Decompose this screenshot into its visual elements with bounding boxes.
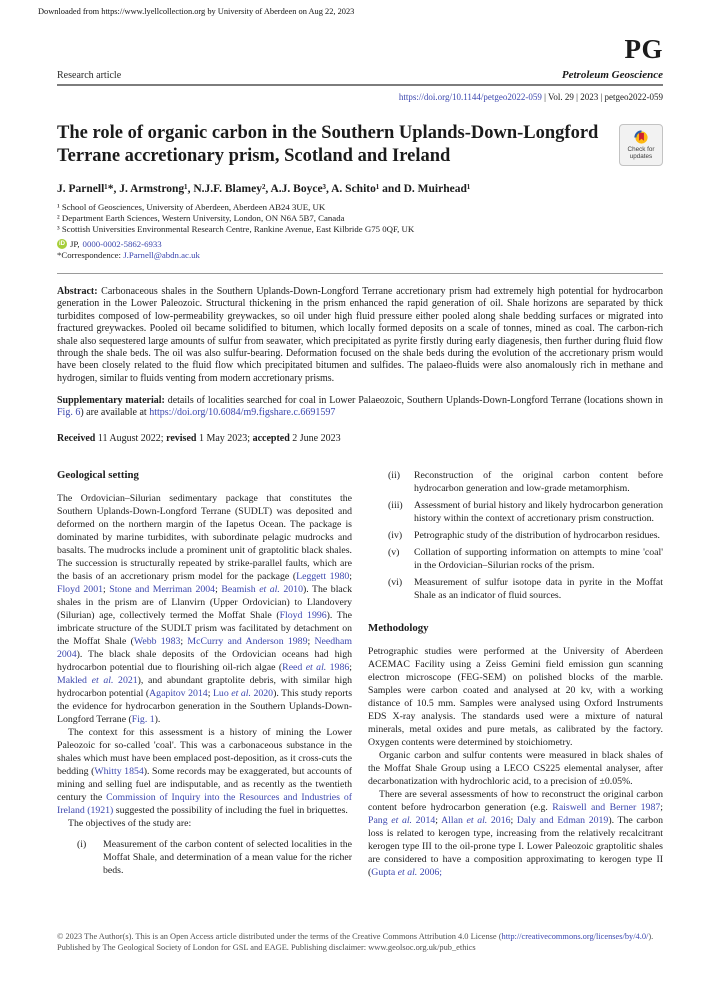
inline-link[interactable]: Luo — [212, 687, 232, 699]
text-run: revised — [166, 432, 199, 444]
inline-link[interactable]: Allan — [441, 814, 467, 826]
objective-item-v — [368, 546, 663, 572]
text-run: ). Some records may be exaggerated, but accounts of mining and selling fuel are indisputable, and as recently as the twentieth century the — [57, 765, 352, 803]
objective-marker: (iii) — [388, 499, 403, 511]
inline-link[interactable]: et al. — [231, 687, 251, 699]
abstract-paragraph — [57, 286, 663, 385]
section-heading-methodology: Methodology — [368, 621, 429, 634]
text-run: ). The carbon loss is related to kerogen type, increasing from the relatively recalcitrant kerogen type III to the oil-prone type I. Lower Paleozoic graptolitic shales are considered to have a composition approximating to kerogen type II ( — [368, 814, 664, 878]
inline-link[interactable]: et al. — [397, 866, 418, 878]
methodology-paragraph-1: Petrographic studies were performed at the University of Aberdeen ACEMAC Facility using a Zeiss Gemini field emission gun scanning electron microscope (FEG-SEM) on polished blocks of the marble. Samples were carbon coated and analysed at 20 kv, with a working distance of 10.5 mm. Samples were analysed using Oxford Instruments EDS X-ray analysis. The standards used were a mixture of natural minerals, metal oxides and pure metals, as calibrated by the factory. Oxygen contents were determined by stoichiometry. — [368, 645, 663, 748]
inline-link[interactable]: 1986 — [326, 661, 350, 673]
inline-link[interactable]: 2014 — [412, 814, 436, 826]
crossmark-icon — [634, 130, 649, 145]
objective-item-iii — [368, 499, 663, 525]
objective-item-ii — [368, 469, 663, 495]
affiliation-3: ³ Scottish Universities Environmental Research Centre, Rankine Avenue, East Kilbride G75 0QF, UK — [57, 224, 415, 235]
geology-paragraph-1 — [57, 492, 352, 726]
inline-link[interactable]: Gupta — [371, 866, 398, 878]
objective-item-vi — [368, 576, 663, 602]
journal-header-row — [57, 69, 663, 86]
inline-link[interactable]: http://creativecommons.org/licenses/by/4.0/ — [501, 932, 649, 941]
correspondence-label: *Correspondence: — [57, 250, 124, 261]
journal-logo: PG — [624, 34, 663, 64]
text-run: ). Published by The Geological Society of London for GSL and EAGE. Publishing disclaimer: www.geolsoc.org.uk/pub_ethics — [57, 932, 654, 952]
objective-marker: (i) — [77, 838, 87, 850]
inline-link[interactable]: 2021 — [113, 674, 138, 686]
text-run: 11 August 2022; — [97, 432, 167, 444]
orcid-author-initials: JP, — [70, 239, 80, 250]
objective-text: Petrographic study of the distribution of hydrocarbon residues. — [414, 529, 660, 541]
title-row — [57, 122, 663, 167]
methodology-paragraph-2: Organic carbon and sulfur contents were measured in black shales of the Moffat Shale Group using a LECO CS225 elemental analyser, after decarbonatization with hydrochloric acid, to a precision of ±0.05%. — [368, 749, 663, 787]
inline-link[interactable]: Beamish — [221, 583, 260, 595]
abstract-text: Carbonaceous shales in the Southern Uplands-Down-Longford Terrane accretionary prism had extremely high potential for hydrocarbon generation in the Lower Paleozoic. Structural thickening in the prism enhanced the rapid generation of oil. Shale horizons are separated by thick turbidites composed of low-permeability greywackes, so oil under high fluid pressure either pooled along shale bedding surfaces or migrated into fractured greywackes. Pooled oil became solidified to bitumen, which locally formed deposits on a scale of tonnes, mined as coal. The carbon-rich shale also sequestered large amounts of sulfur from seawater, which precipitated as pyrite firstly during early diagenesis, then further during fluid flow through the shale beds. The oil was also sulfur-bearing. Deformation focused on the shale beds during the evolution of the accretionary prism would have been closely related to the fluid flow which precipitated bitumen and sulfides. The palaeo-fluids were also anomalously rich in methane and hydrogen, similar to fluids venting from modern accretionary prisms. — [57, 286, 664, 384]
authors-line: J. Parnell¹*, J. Armstrong¹, N.J.F. Blamey², A.J. Boyce³, A. Schito¹ and D. Muirhead¹ — [57, 183, 471, 196]
text-run: Supplementary material: — [57, 394, 168, 406]
text-run: ; — [215, 583, 222, 595]
inline-link[interactable]: et al. — [466, 814, 488, 826]
text-run: The context for this assessment is a history of mining the Lower Paleozoic for so-called 'coal'. This was a carbonaceous substance in the shales which must have been emplaced post-deposition, as it cross-cuts the bedding ( — [57, 726, 352, 777]
left-column — [57, 469, 352, 879]
article-title: The role of organic carbon in the Southern Uplands-Down-Longford Terrane accretionary prism, Scotland and Ireland — [57, 123, 599, 166]
inline-link[interactable]: Stone and Merriman 2004 — [109, 583, 216, 595]
objective-text: Measurement of sulfur isotope data in pyrite in the Moffat Shale as an indicator of fluid sources. — [414, 576, 663, 601]
text-run: ; — [207, 687, 213, 699]
check-for-updates-label — [628, 146, 655, 160]
text-run: ; — [349, 661, 352, 673]
inline-link[interactable]: et al. — [259, 583, 280, 595]
text-run: 1 May 2023; — [198, 432, 253, 444]
abstract-label: Abstract: — [57, 286, 98, 298]
inline-link[interactable]: Leggett 1980 — [296, 570, 350, 582]
text-run: ; — [103, 583, 110, 595]
inline-link[interactable]: Fig. 1 — [131, 713, 155, 725]
text-run: details of localities searched for coal in Lower Palaeozoic, Southern Uplands-Down-Longford Terrane (locations shown in — [167, 394, 663, 406]
divider-rule — [57, 273, 663, 274]
inline-link[interactable]: Agapitov 2014 — [149, 687, 208, 699]
download-notice: Downloaded from https://www.lyellcollection.org by University of Aberdeen on Aug 22, 2023 — [38, 7, 355, 16]
inline-link[interactable]: et al. — [91, 674, 114, 686]
text-run: ), and abundant graptolite debris, with similar high hydrocarbon potential ( — [57, 674, 353, 699]
text-run: ; — [349, 570, 352, 582]
badge-label-line1: Check for — [627, 145, 655, 153]
text-run: There are several assessments of how to reconstruct the original carbon content before hydrocarbon generation (e.g. — [368, 788, 663, 813]
objective-text: Reconstruction of the original carbon content before hydrocarbon generation and low-grade metamorphism. — [414, 469, 663, 494]
inline-link[interactable]: Whitty 1854 — [94, 765, 144, 777]
inline-link[interactable]: 2006; — [417, 866, 443, 878]
orcid-icon: iD — [59, 241, 65, 248]
inline-link[interactable]: 2010 — [279, 583, 303, 595]
text-run: The Ordovician–Silurian sedimentary package that constitutes the Southern Uplands-Down-Longford Terrane (SUDLT) was deposited and deformed on the northern margin of the Iapetus Ocean. The package is dominated by marine turbidites, with subordinate pelagic mudrocks and basalts. The mudrocks include a prominent unit of graptolitic black shales. The succession is structurally repeated by strike-parallel faults, which are the basis of an accretionary prism model for the package ( — [57, 492, 352, 582]
correspondence-email-link[interactable]: J.Parnell@abdn.ac.uk — [123, 250, 200, 261]
inline-link[interactable]: Needham 2004 — [57, 635, 353, 660]
geology-paragraph-2 — [57, 726, 352, 817]
text-run: suggested the possibility of including the fuel in briquettes. — [113, 804, 348, 816]
inline-link[interactable]: Webb 1983 — [133, 635, 181, 647]
inline-link[interactable]: 2016 — [487, 814, 511, 826]
objective-item-iv — [368, 529, 663, 542]
inline-link[interactable]: Daly and Edman 2019 — [516, 814, 609, 826]
inline-link[interactable]: et al. — [391, 814, 413, 826]
affiliation-1: ¹ School of Geosciences, University of Aberdeen, Aberdeen AB24 3UE, UK — [57, 202, 326, 213]
inline-link[interactable]: https://doi.org/10.1144/petgeo2022-059 — [398, 92, 542, 102]
check-for-updates-badge[interactable] — [619, 124, 663, 166]
text-run: ). The imbricate structure of the SUDLT prism was facilitated by detachment on the Moffat Shale ( — [57, 609, 352, 647]
affiliation-2: ² Department Earth Sciences, Western University, London, ON N6A 5B7, Canada — [57, 213, 345, 224]
text-run: ). The black shales in the prism are of Llanvirn (Upper Ordovician) to Llandovery (Silurian) age, collectively termed the Moffat Shale ( — [57, 583, 353, 621]
text-run: ). This study reports the evidence for hydrocarbon generation in the Southern Uplands-Down-Longford Terrane ( — [57, 687, 353, 725]
methodology-paragraph-3 — [368, 788, 663, 879]
text-run: ; — [307, 635, 315, 647]
inline-link[interactable]: et al. — [305, 661, 327, 673]
inline-link[interactable]: Commission of Inquiry into the Resources and Industries of Ireland (1921) — [57, 791, 352, 816]
objective-text: Assessment of burial history and likely hydrocarbon generation history within the context of accretionary prism construction. — [414, 499, 663, 524]
supplementary-material-paragraph — [57, 395, 663, 420]
journal-logo-row — [57, 36, 663, 67]
text-run: ; — [435, 814, 442, 826]
text-run: ). The black shale deposits of the Ordovician oceans had high hydrocarbon potential due to flourishing oil-rich algae ( — [57, 648, 352, 673]
affiliations — [57, 202, 663, 235]
inline-link[interactable]: Pang — [368, 814, 392, 826]
orcid-row — [57, 239, 663, 249]
orcid-id-link[interactable]: 0000-0002-5862-6933 — [82, 239, 162, 250]
text-run: ; — [180, 635, 188, 647]
text-run: ) are available at — [80, 407, 150, 419]
objectives-intro: The objectives of the study are: — [68, 817, 192, 829]
inline-link[interactable]: Fig. 6 — [57, 407, 81, 419]
inline-link[interactable]: Floyd 1996 — [279, 609, 327, 621]
inline-link[interactable]: 2020 — [250, 687, 274, 699]
text-run: Received — [57, 432, 98, 444]
text-run: | Vol. 29 | 2023 | petgeo2022-059 — [541, 92, 663, 102]
copyright-footer — [57, 932, 663, 954]
text-run: ). — [154, 713, 161, 725]
doi-line — [57, 92, 663, 102]
journal-name: Petroleum Geoscience — [561, 69, 663, 81]
objective-marker: (v) — [388, 546, 400, 558]
text-run: accepted — [252, 432, 293, 444]
inline-link[interactable]: Raiswell and Berner 1987 — [552, 801, 661, 813]
objective-text: Measurement of the carbon content of selected localities in the Moffat Shale, and determination of a mean value for the richer beds. — [103, 838, 352, 876]
objective-item-i — [57, 838, 352, 877]
inline-link[interactable]: Reed — [282, 661, 306, 673]
text-run: 2 June 2023 — [292, 432, 341, 444]
dates-line — [57, 433, 663, 444]
objective-marker: (iv) — [388, 529, 403, 541]
objective-marker: (ii) — [388, 469, 400, 481]
article-type-label: Research article — [57, 70, 122, 81]
text-run: © 2023 The Author(s). This is an Open Access article distributed under the terms of the Creative Commons Attribution 4.0 License ( — [57, 932, 502, 941]
objective-text: Collation of supporting information on attempts to mine 'coal' in the Ordovician–Silurian rocks of the prism. — [414, 546, 663, 571]
objective-marker: (vi) — [388, 576, 403, 588]
right-column — [368, 469, 663, 879]
inline-link[interactable]: https://doi.org/10.6084/m9.figshare.c.6691597 — [149, 407, 336, 419]
correspondence-row — [57, 250, 663, 260]
inline-link[interactable]: Floyd 2001 — [57, 583, 103, 595]
section-heading-geological-setting: Geological setting — [57, 468, 139, 481]
text-run: ; — [510, 814, 517, 826]
two-column-body — [57, 469, 663, 879]
inline-link[interactable]: McCurry and Anderson 1989 — [187, 635, 308, 647]
inline-link[interactable]: Makled — [57, 674, 92, 686]
text-run: ; — [660, 801, 663, 813]
badge-label-line2: updates — [629, 153, 653, 160]
